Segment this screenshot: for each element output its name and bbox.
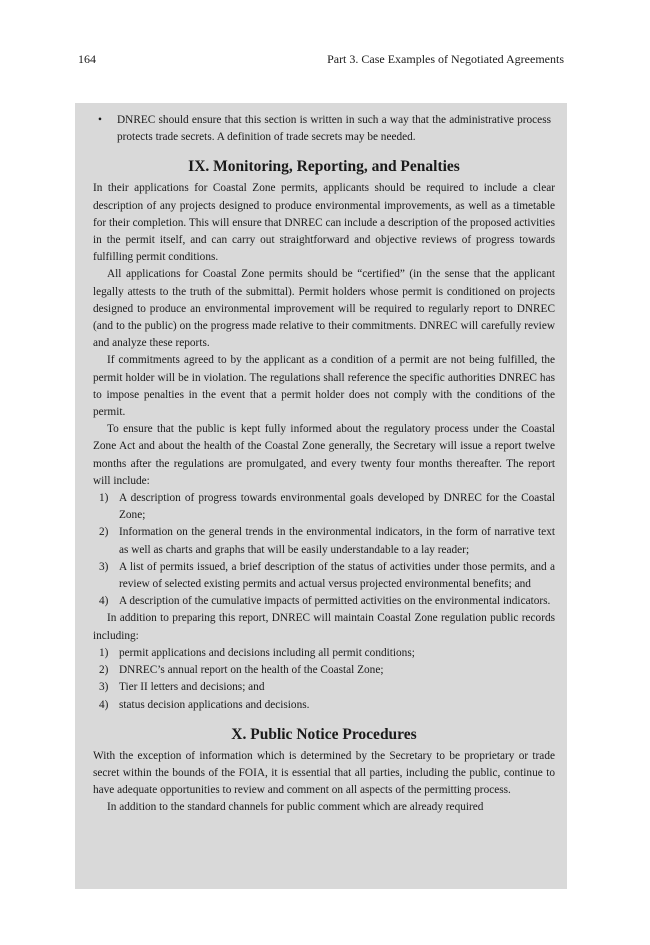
report-list-item — [93, 593, 555, 610]
list-item-text: A list of permits issued, a brief description of the status of activities under those permits, and a review of selected existing permits and actual versus projected environmental benefits; and — [119, 560, 555, 591]
record-list-item — [93, 645, 555, 662]
list-item-text: permit applications and decisions including all permit conditions; — [119, 646, 415, 659]
section-heading-monitoring: IX. Monitoring, Reporting, and Penalties — [188, 158, 460, 176]
list-number: 2) — [99, 664, 109, 677]
record-list-item — [93, 662, 555, 679]
bullet-text: DNREC should ensure that this section is written in such a way that the administrative process protects trade secrets. A definition of trade secrets may be needed. — [117, 114, 551, 144]
running-head: Part 3. Case Examples of Negotiated Agreements — [327, 52, 564, 66]
paragraph: To ensure that the public is kept fully informed about the regulatory process under the Coastal Zone Act and about the health of the Coastal Zone generally, the Secretary will issue a report twelve months after the regulations are promulgated, and every twenty four months thereafter. The report will include: — [93, 423, 555, 487]
list-number: 4) — [99, 595, 109, 608]
list-item-text: Information on the general trends in the environmental indicators, in the form of narrative text as well as charts and graphs that will be easily understandable to a lay reader; — [119, 526, 555, 556]
report-list-item — [93, 559, 555, 593]
paragraph: All applications for Coastal Zone permits should be “certified” (in the sense that the applicant legally attests to the truth of the submittal). Permit holders whose permit is conditioned on projects designed to produce an environmental improvement will be required to regularly report to DNREC (and to the public) on the progress made relative to their commitments. DNREC will carefully review and analyze these reports. — [93, 268, 555, 350]
list-item-text: DNREC’s annual report on the health of the Coastal Zone; — [119, 664, 384, 677]
list-item-text: A description of the cumulative impacts of permitted activities on the environmental indicators. — [119, 595, 551, 608]
report-list-item — [93, 524, 555, 558]
list-number: 1) — [99, 646, 109, 659]
record-list-item — [93, 679, 555, 696]
paragraph: In their applications for Coastal Zone permits, applicants should be required to include a clear description of any projects designed to produce environmental improvements, as well as a timetable for their completion. This will ensure that DNREC can include a description of the proposed activities in the permit itself, and can carry out straightforward and objective reviews of progress towards fulfilling permit conditions. — [93, 182, 555, 264]
list-item-text: status decision applications and decisions. — [119, 698, 310, 711]
list-number: 2) — [99, 526, 109, 539]
record-list-item — [93, 697, 555, 714]
list-item-text: Tier II letters and decisions; and — [119, 681, 265, 694]
paragraph: In addition to preparing this report, DNREC will maintain Coastal Zone regulation public records including: — [93, 612, 555, 642]
paragraph: With the exception of information which is determined by the Secretary to be proprietary or trade secret within the bounds of the FOIA, it is essential that all parties, including the public, continue to have adequate opportunities to review and comment on all aspects of the permitting process. — [93, 749, 555, 797]
list-number: 4) — [99, 698, 109, 711]
paragraph: If commitments agreed to by the applicant as a condition of a permit are not being fulfilled, the permit holder will be in violation. The regulations shall reference the specific authorities DNREC has to impose penalties in the event that a permit holder does not comply with the conditions of the permit. — [93, 354, 555, 419]
paragraph: In addition to the standard channels for public comment which are already required — [107, 801, 484, 814]
report-list-item — [93, 490, 555, 524]
page-number: 164 — [78, 52, 96, 66]
section-heading-public-notice: X. Public Notice Procedures — [231, 725, 417, 743]
bullet-icon: • — [98, 114, 102, 126]
list-number: 1) — [99, 492, 109, 505]
list-number: 3) — [99, 681, 109, 694]
list-number: 3) — [99, 560, 109, 573]
shaded-text-box — [75, 103, 567, 889]
list-item-text: A description of progress towards environmental goals developed by DNREC for the Coastal Zone; — [119, 492, 555, 522]
bullet-item — [93, 112, 555, 146]
